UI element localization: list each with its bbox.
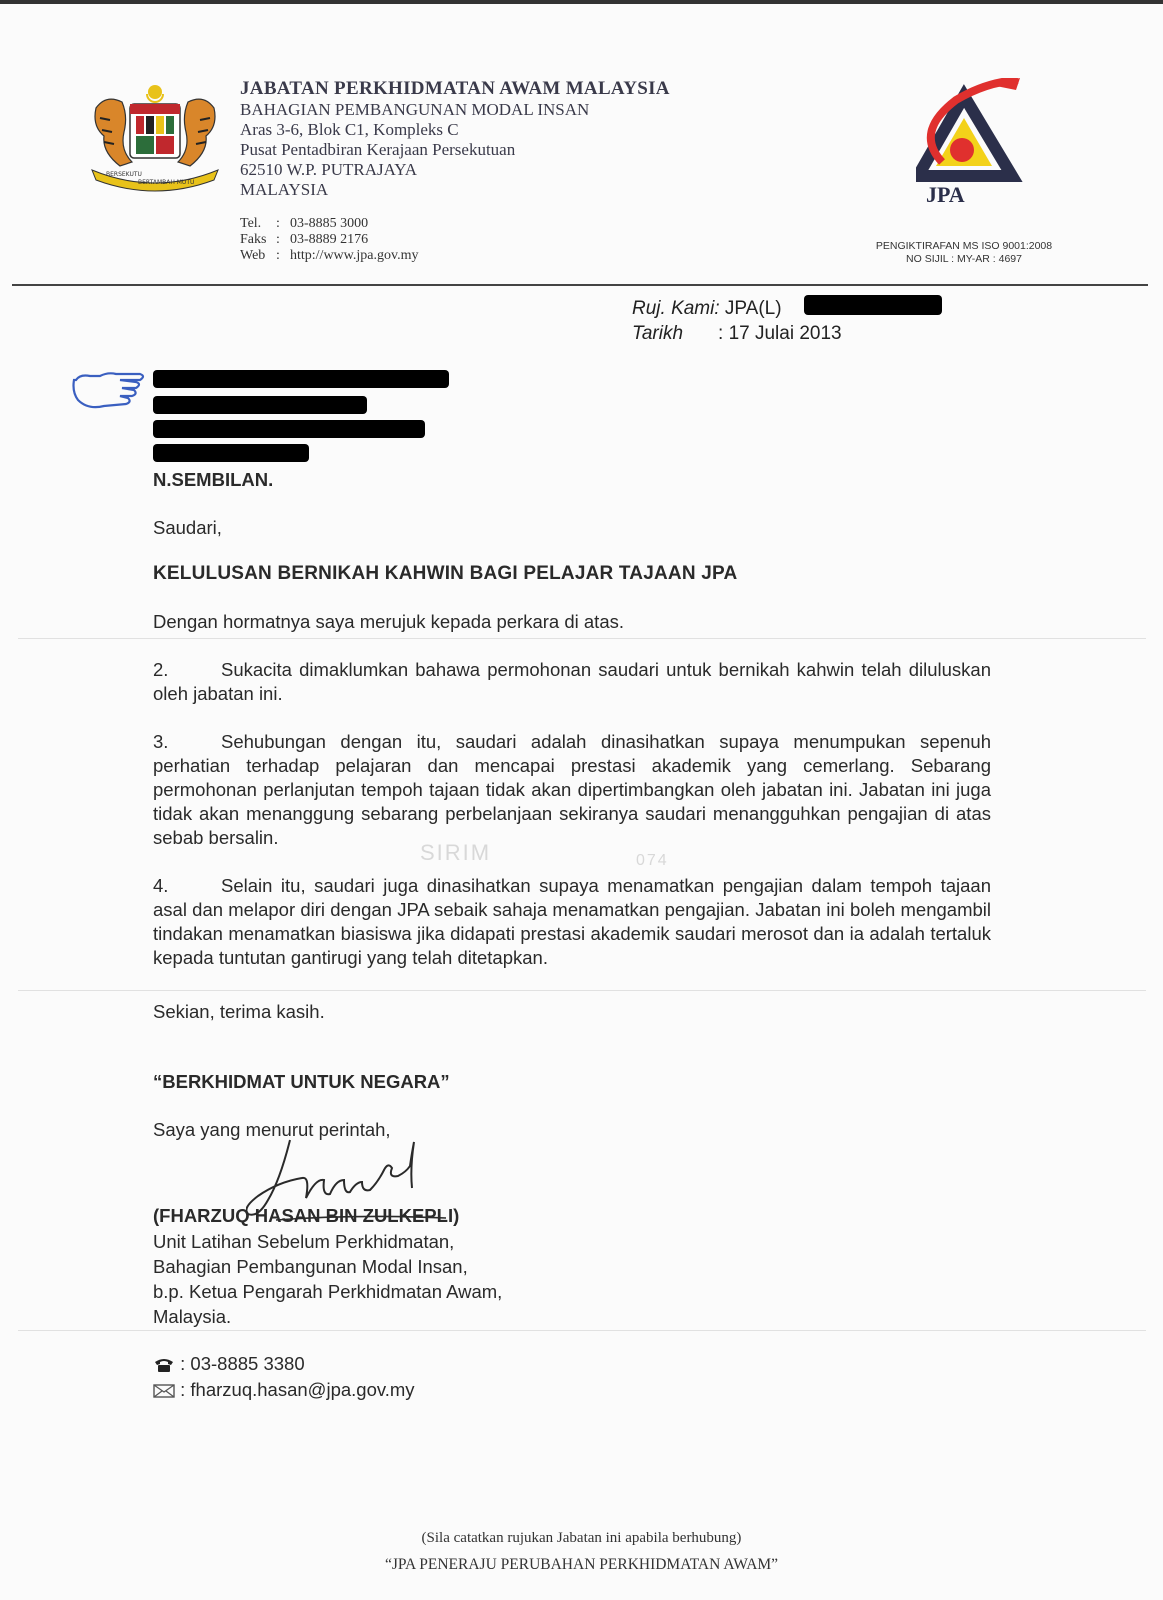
tarikh-label: Tarikh	[632, 323, 684, 344]
footer-slogan: “JPA PENERAJU PERUBAHAN PERKHIDMATAN AWAM”	[384, 1556, 779, 1573]
fax-label: Faks	[240, 232, 267, 247]
crest-motto-left: BERSEKUTU	[106, 171, 142, 178]
iso-certificate-number: NO SIJIL : MY-AR : 4697	[906, 253, 1022, 265]
signatory-line: Bahagian Pembangunan Modal Insan,	[153, 1256, 468, 1277]
paragraph-text: Sehubungan dengan itu, saudari adalah dinasihatkan supaya menumpukan sepenuh perhatian terhadap pelajaran dan mencapai prestasi akademik yang cemerlang. Sebarang permohonan perlanjutan tempoh tajaan tidak akan dipertimbangkan oleh jabatan ini. Jabatan ini juga tidak akan menanggung sebarang perbelanjaan sekiranya saudari menangguhkan pengajian di atas sebab bersalin.	[153, 731, 991, 848]
jpa-logo-icon	[916, 78, 1036, 208]
signatory-line: Unit Latihan Sebelum Perkhidmatan,	[153, 1231, 455, 1252]
address-line: 62510 W.P. PUTRAJAYA	[240, 160, 417, 179]
jpa-logo-text: JPA	[926, 182, 965, 207]
tel-label: Tel.	[240, 216, 262, 231]
intro-paragraph: Dengan hormatnya saya merujuk kepada perkara di atas.	[153, 611, 624, 632]
phone-number: 03-8885 3380	[190, 1353, 305, 1374]
colon: :	[180, 1379, 186, 1400]
tel-value: 03-8885 3000	[290, 216, 369, 231]
watermark-stamp: SIRIM	[420, 840, 492, 865]
signatory-line: Malaysia.	[153, 1306, 232, 1327]
salutation: Saudari,	[153, 517, 222, 538]
address-line: BAHAGIAN PEMBANGUNAN MODAL INSAN	[240, 100, 590, 119]
address-line: MALAYSIA	[240, 180, 329, 199]
scan-edge	[0, 0, 1163, 4]
fax-value: 03-8889 2176	[290, 232, 369, 247]
tarikh-value: 17 Julai 2013	[728, 323, 842, 344]
paragraph-text: Sukacita dimaklumkan bahawa permohonan saudari untuk bernikah kahwin telah diluluskan oleh jabatan ini.	[153, 659, 991, 704]
letter-subject: KELULUSAN BERNIKAH KAHWIN BAGI PELAJAR TAJAAN JPA	[153, 563, 738, 584]
colon: :	[276, 248, 280, 263]
colon: :	[180, 1353, 186, 1374]
ruj-value: JPA(L)	[724, 298, 782, 319]
iso-line: PENGIKTIRAFAN MS ISO 9001:2008	[875, 240, 1053, 252]
signatory-name: (FHARZUQ HASAN BIN ZULKEPLI)	[153, 1205, 460, 1226]
letterhead-address	[240, 78, 670, 200]
paragraph-3	[153, 730, 991, 850]
signatory-phone-row	[153, 1352, 991, 1376]
iso-certification	[846, 240, 1082, 266]
organization-name: JABATAN PERKHIDMATAN AWAM MALAYSIA	[240, 78, 670, 99]
web-link[interactable]: http://www.jpa.gov.my	[290, 248, 419, 263]
colon: :	[276, 216, 280, 231]
footer-note: (Sila catatkan rujukan Jabatan ini apabila berhubung)	[421, 1530, 742, 1546]
email-envelope-icon	[153, 1383, 175, 1399]
motto: “BERKHIDMAT UNTUK NEGARA”	[153, 1071, 450, 1092]
redaction-bar	[153, 370, 449, 388]
colon: :	[718, 323, 724, 344]
sign-off: Saya yang menurut perintah,	[153, 1119, 391, 1140]
paragraph-text: Selain itu, saudari juga dinasihatkan supaya menamatkan pengajian dalam tempoh tajaan asal dan melapor diri dengan JPA sebaik sahaja menamatkan pengajian. Jabatan ini boleh mengambil tindakan menamatkan biasiswa jika didapati prestasi akademik saudari merosot dan ia adalah tertaluk kepada tuntutan gantirugi yang telah ditetapkan.	[153, 875, 991, 968]
fold-line	[18, 1330, 1146, 1331]
telephone-icon	[153, 1357, 175, 1373]
fold-line	[18, 990, 1146, 991]
letterhead-contact	[240, 216, 418, 264]
redaction-bar	[153, 396, 367, 414]
watermark-stamp: 074	[636, 852, 669, 869]
fold-line	[18, 638, 1146, 639]
web-label: Web	[240, 248, 266, 263]
address-line: Pusat Pentadbiran Kerajaan Persekutuan	[240, 140, 516, 159]
recipient-state: N.SEMBILAN.	[153, 469, 274, 490]
paragraph-number: 2.	[153, 659, 169, 680]
signatory-email-row	[153, 1378, 991, 1402]
redaction-bar	[804, 295, 942, 315]
redaction-bar	[153, 444, 309, 462]
crest-motto-right: BERTAMBAH MUTU	[138, 179, 195, 186]
header-divider	[12, 284, 1148, 286]
email-address[interactable]: fharzuq.hasan@jpa.gov.my	[190, 1379, 415, 1400]
paragraph-2	[153, 658, 991, 706]
address-line: Aras 3-6, Blok C1, Kompleks C	[240, 120, 459, 139]
pointing-hand-icon	[72, 366, 150, 416]
closing: Sekian, terima kasih.	[153, 1001, 325, 1022]
colon: :	[276, 232, 280, 247]
ruj-label: Ruj. Kami:	[632, 298, 720, 319]
redaction-bar	[153, 420, 425, 438]
paragraph-number: 4.	[153, 875, 169, 896]
paragraph-4	[153, 874, 991, 970]
signatory-line: b.p. Ketua Pengarah Perkhidmatan Awam,	[153, 1281, 503, 1302]
malaysia-coat-of-arms-icon	[84, 78, 226, 196]
paragraph-number: 3.	[153, 731, 169, 752]
